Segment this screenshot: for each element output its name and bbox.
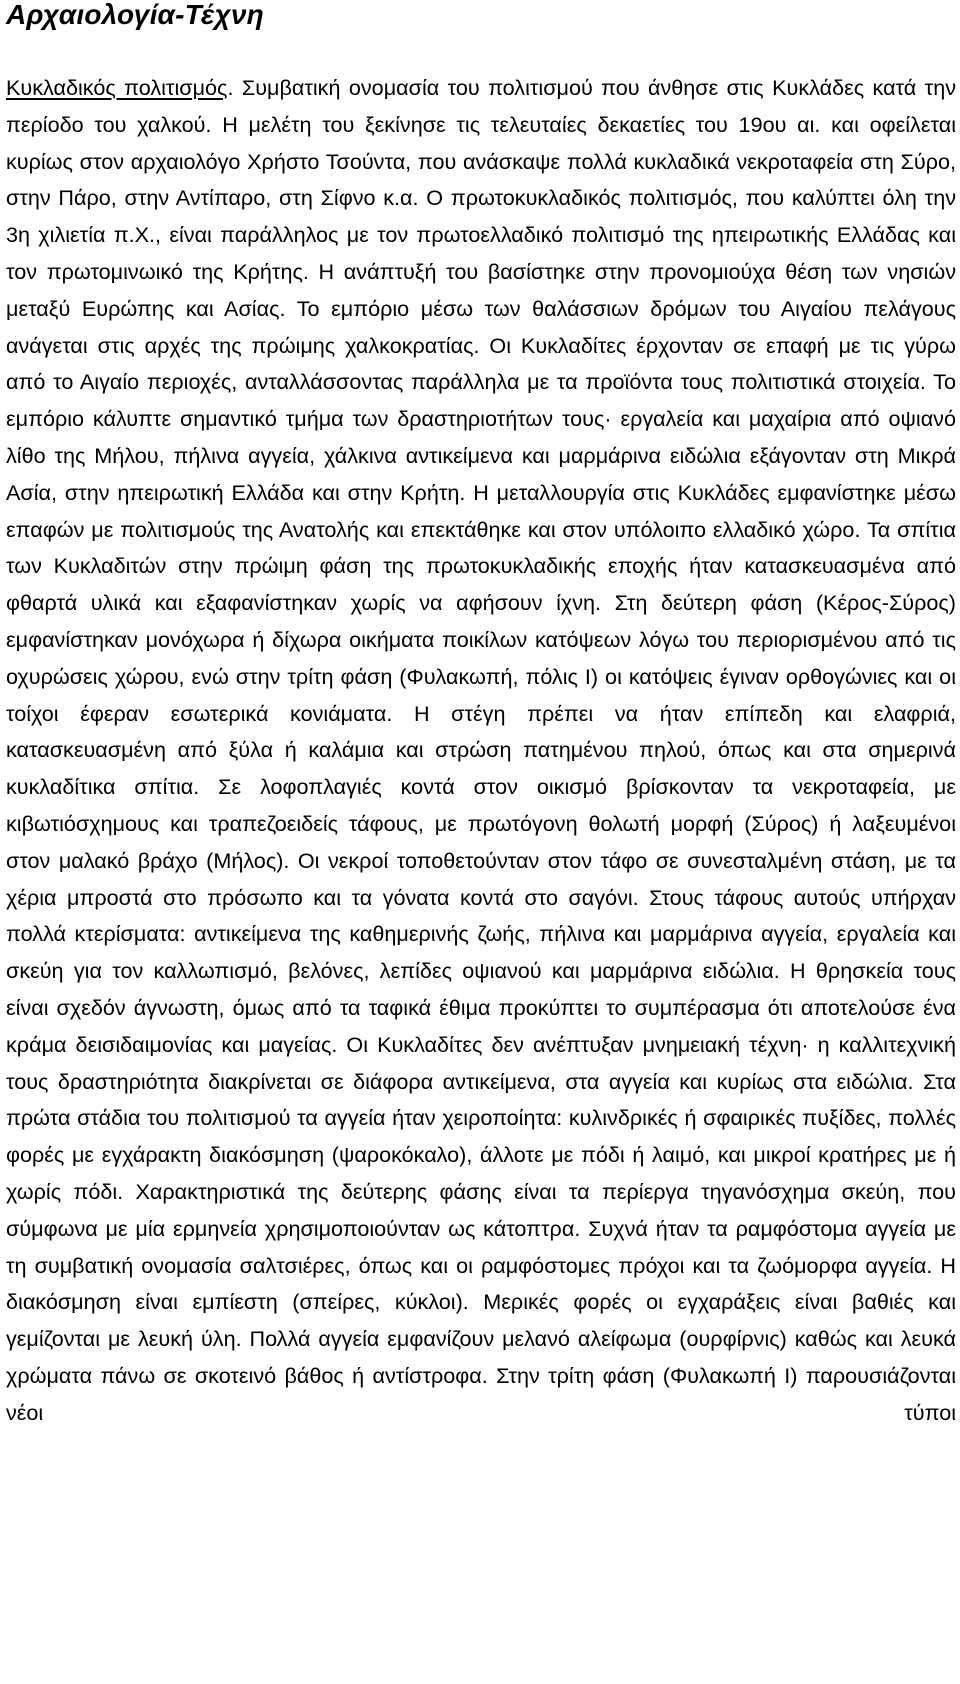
entry-term: Κυκλαδικός πολιτισμός bbox=[6, 75, 228, 100]
entry-body: . Συμβατική ονομασία του πολιτισμού που άνθησε στις Κυκλάδες κατά την περίοδο του χαλκού. Η μελέτη του ξεκίνησε τις τελευταίες δεκαετίες του 19ου αι. και οφείλεται κυρίως στον αρχαιολόγο Χρήστο Τσούντα, που ανάσκαψε πολλά κυκλαδικά νεκροταφεία στη Σύρο, στην Πάρο, στην Αντίπαρο, στη Σίφνο κ.α. Ο πρωτοκυκλαδικός πολιτισμός, που καλύπτει όλη την 3η χιλιετία π.Χ., είναι παράλληλος με τον πρωτοελλαδικό πολιτισμό της ηπειρωτικής Ελλάδας και τον πρωτομινωικό της Κρήτης. Η ανάπτυξή του βασίστηκε στην προνομιούχα θέση των νησιών μεταξύ Ευρώπης και Ασίας. Το εμπόριο μέσω των θαλάσσιων δρόμων του Αιγαίου πελάγους ανάγεται στις αρχές της πρώιμης χαλκοκρατίας. Οι Κυκλαδίτες έρχονταν σε επαφή με τις γύρω από το Αιγαίο περιοχές, ανταλλάσσοντας παράλληλα με τα προϊόντα τους πολιτιστικά στοιχεία. Το εμπόριο κάλυπτε σημαντικό τμήμα των δραστηριοτήτων τους· εργαλεία και μαχαίρια από οψιανό λίθο της Μήλου, πήλινα αγγεία, χάλκινα αντικείμενα και μαρμάρινα ειδώλια εξάγονταν στη Μικρά Ασία, στην ηπειρωτική Ελλάδα και στην Κρήτη. Η μεταλλουργία στις Κυκλάδες εμφανίστηκε μέσω επαφών με πολιτισμούς της Ανατολής και επεκτάθηκε και στον υπόλοιπο ελλαδικό χώρο. Τα σπίτια των Κυκλαδιτών στην πρώιμη φάση της πρωτοκυκλαδικής εποχής ήταν κατασκευασμένα από φθαρτά υλικά και εξαφανίστηκαν χωρίς να αφήσουν ίχνη. Στη δεύτερη φάση (Κέρος-Σύρος) εμφανίστηκαν μονόχωρα ή δίχωρα οικήματα ποικίλων κατόψεων λόγω του περιορισμένου από τις οχυρώσεις χώρου, ενώ στην τρίτη φάση (Φυλακωπή, πόλις Ι) οι κατόψεις έγιναν ορθογώνιες και οι τοίχοι έφεραν εσωτερικά κονιάματα. Η στέγη πρέπει να ήταν επίπεδη και ελαφριά, κατασκευασμένη από ξύλα ή καλάμια και στρώση πατημένου πηλού, όπως και στα σημερινά κυκλαδίτικα σπίτια. Σε λοφοπλαγιές κοντά στον οικισμό βρίσκονταν τα νεκροταφεία, με κιβωτιόσχημους και τραπεζοειδείς τάφους, με πρωτόγονη θολωτή μορφή (Σύρος) ή λαξευμένοι στον μαλακό βράχο (Μήλος). Οι νεκροί τοποθετούνταν στον τάφο σε συνεσταλμένη στάση, με τα χέρια μπροστά στο πρόσωπο και τα γόνατα κοντά στο σαγόνι. Στους τάφους αυτούς υπήρχαν πολλά κτερίσματα: αντικείμενα της καθημερινής ζωής, πήλινα και μαρμάρινα αγγεία, εργαλεία και σκεύη για τον καλλωπισμό, βελόνες, λεπίδες οψιανού και μαρμάρινα ειδώλια. Η θρησκεία τους είναι σχεδόν άγνωστη, όμως από τα ταφικά έθιμα προκύπτει το συμπέρασμα ότι αποτελούσε ένα κράμα δεισιδαιμονίας και μαγείας. Οι Κυκλαδίτες δεν ανέπτυξαν μνημειακή τέχνη· η καλλιτεχνική τους δραστηριότητα διακρίνεται σε διάφορα αντικείμενα, στα αγγεία και κυρίως στα ειδώλια. Στα πρώτα στάδια του πολιτισμού τα αγγεία ήταν χειροποίητα: κυλινδρικές ή σφαιρικές πυξίδες, πολλές φορές με εγχάρακτη διακόσμηση (ψαροκόκαλο), άλλοτε με πόδι ή λαιμό, και μικροί κρατήρες με ή χωρίς πόδι. Χαρακτηριστικά της δεύτερης φάσης είναι τα περίεργα τηγανόσχημα σκεύη, που σύμφωνα με μία ερμηνεία χρησιμοποιούνταν ως κάτοπτρα. Συχνά ήταν τα ραμφόστομα αγγεία με τη συμβατική ονομασία σαλτσιέρες, όπως και οι ραμφόστομες πρόχοι και τα ζωόμορφα αγγεία. Η διακόσμηση είναι εμπίεστη (σπείρες, κύκλοι). Μερικές φορές οι εγχαράξεις είναι βαθιές και γεμίζονται με λευκή ύλη. Πολλά αγγεία εμφανίζουν μελανό αλείφωμα (ουρφίρνις) καθώς και λευκά χρώματα πάνω σε σκοτεινό βάθος ή αντίστροφα. Στην τρίτη φάση (Φυλακωπή Ι) παρουσιάζονται νέοι τύποι bbox=[6, 75, 956, 1425]
page-title: Αρχαιολογία-Τέχνη bbox=[6, 0, 264, 30]
entry-paragraph bbox=[6, 70, 956, 1431]
document-page bbox=[6, 0, 956, 1431]
